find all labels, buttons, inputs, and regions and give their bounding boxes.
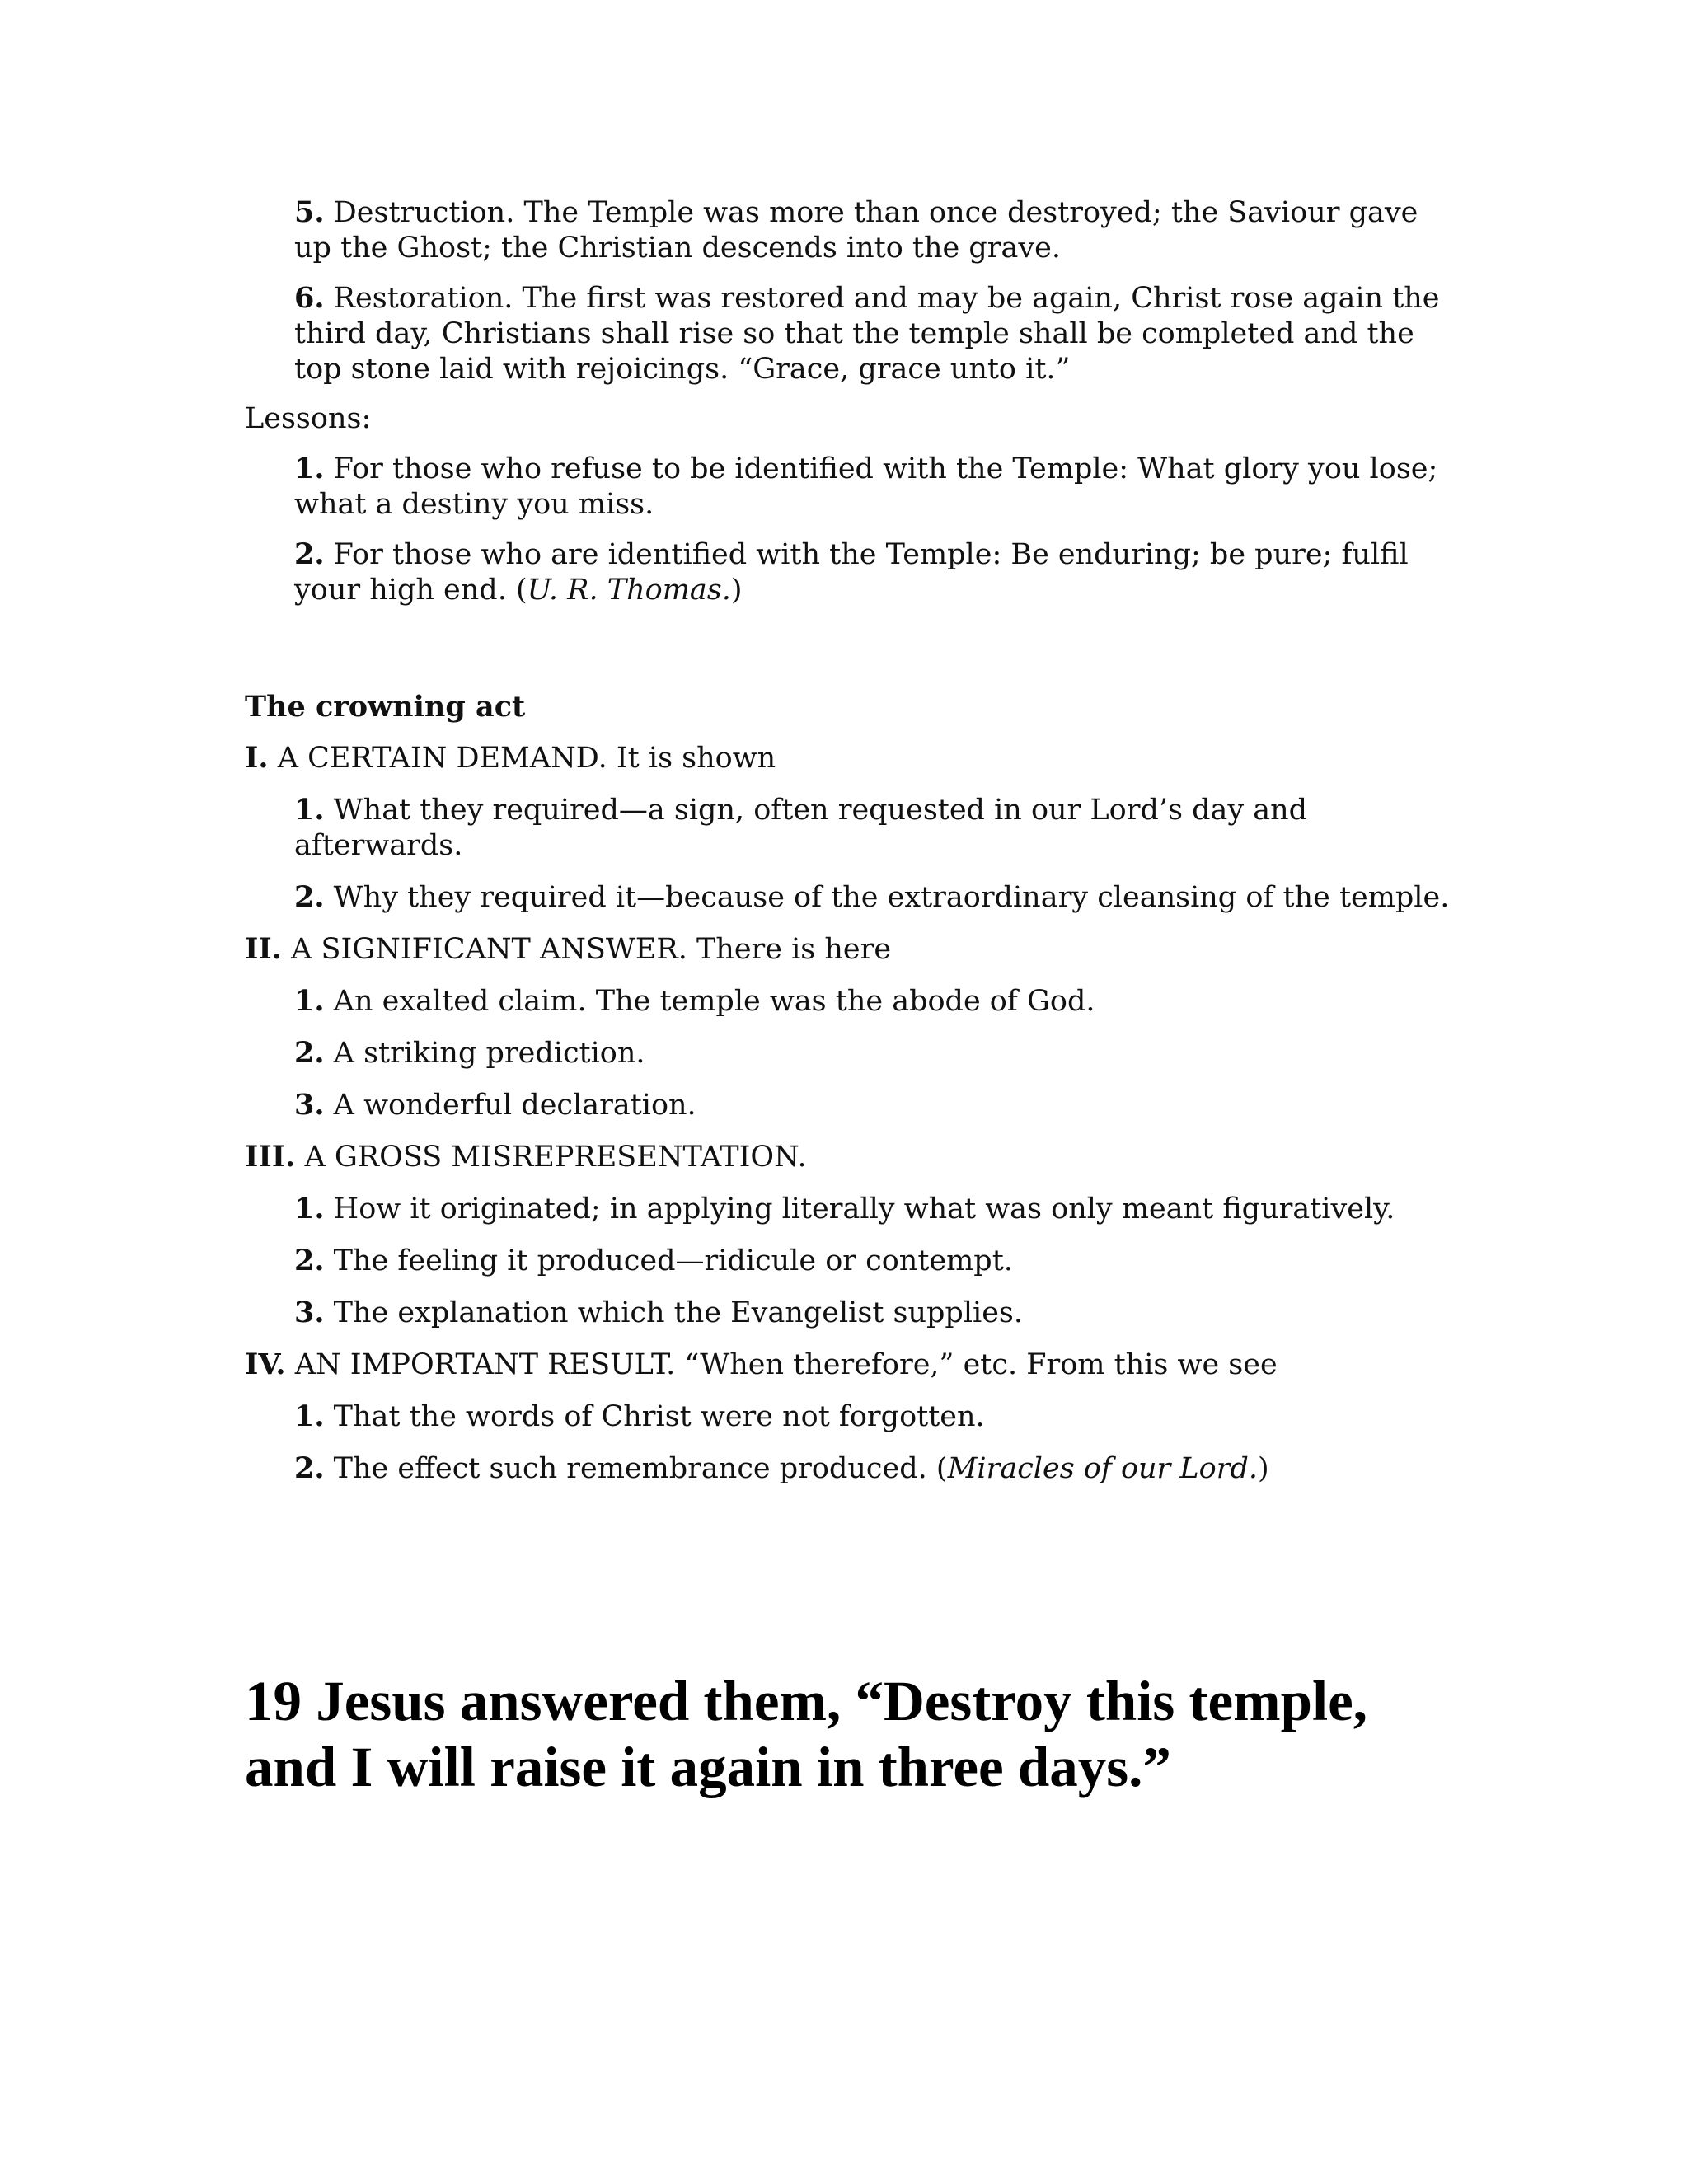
citation-close: ) [730,574,743,607]
citation-close: ) [1257,1452,1269,1485]
division-text: A CERTAIN DEMAND. It is shown [268,742,776,775]
division-item [294,1451,1456,1487]
point-number: 6. [294,281,325,315]
section-title: The crowning act [245,690,526,724]
item-text: An exalted claim. The temple was the abode of God. [324,985,1095,1018]
citation: U. R. Thomas. [527,574,731,607]
lessons-label: Lessons: [245,402,372,435]
lesson-number: 1. [294,452,325,485]
division-text: A GROSS MISREPRESENTATION. [295,1141,807,1174]
division-item [294,1035,1456,1071]
division-text: AN IMPORTANT RESULT. “When therefore,” etc. From this we see [285,1348,1278,1381]
lesson-item [294,537,1456,608]
lesson-item [294,451,1456,523]
item-number: 2. [294,1451,325,1485]
point-destruction [294,194,1456,266]
lesson-text: For those who refuse to be identified with the Temple: What glory you lose; what a destiny you miss. [294,452,1438,521]
verse-line-1: 19 Jesus answered them, “Destroy this temple, [245,1670,1368,1732]
item-text: How it originated; in applying literally what was only meant figuratively. [324,1193,1395,1226]
lesson-text: For those who are identified with the Temple: Be enduring; be pure; fulfil your high end. ( [294,538,1409,607]
lesson-number: 2. [294,537,325,571]
division-item [294,1191,1456,1227]
division-heading [245,1347,1456,1383]
item-text: The explanation which the Evangelist supplies. [324,1296,1024,1329]
item-number: 1. [294,1192,325,1226]
document-page [245,194,1456,1800]
item-number: 3. [294,1088,325,1122]
item-text: A striking prediction. [324,1037,645,1070]
point-number: 5. [294,195,325,229]
division-item [294,1399,1456,1435]
item-number: 1. [294,1399,325,1433]
item-number: 1. [294,984,325,1018]
item-number: 1. [294,793,325,827]
point-text: Restoration. The first was restored and may be again, Christ rose again the third day, Christians shall rise so that the temple shall be completed and the top stone laid with rejoicings. “Grace, grace unto it.” [294,282,1440,386]
item-number: 3. [294,1296,325,1329]
item-number: 2. [294,1244,325,1277]
division-item [294,983,1456,1019]
division-text: A SIGNIFICANT ANSWER. There is here [281,933,892,966]
item-number: 2. [294,1036,325,1070]
citation: Miracles of our Lord. [947,1452,1258,1485]
division-heading [245,1139,1456,1175]
item-text: The feeling it produced—ridicule or contempt. [324,1244,1013,1277]
item-text: That the words of Christ were not forgotten. [324,1400,985,1433]
item-text: The effect such remembrance produced. ( [324,1452,948,1485]
division-item [294,1295,1456,1331]
division-number: I. [245,741,269,775]
division-heading [245,740,1456,776]
division-item [294,1087,1456,1123]
division-item [294,792,1456,864]
division-number: III. [245,1140,296,1174]
division-number: IV. [245,1347,286,1381]
item-text: A wonderful declaration. [324,1089,696,1122]
item-text: Why they required it—because of the extraordinary cleansing of the temple. [324,881,1450,914]
point-restoration [294,280,1456,387]
verse-line-2: and I will raise it again in three days.” [245,1736,1171,1798]
division-number: II. [245,932,282,966]
division-item [294,879,1456,916]
item-number: 2. [294,880,325,914]
point-text: Destruction. The Temple was more than once destroyed; the Saviour gave up the Ghost; the Christian descends into the grave. [294,196,1418,265]
division-heading [245,931,1456,968]
verse-heading [245,1668,1456,1800]
division-item [294,1243,1456,1279]
item-text: What they required—a sign, often requested in our Lord’s day and afterwards. [294,794,1308,862]
